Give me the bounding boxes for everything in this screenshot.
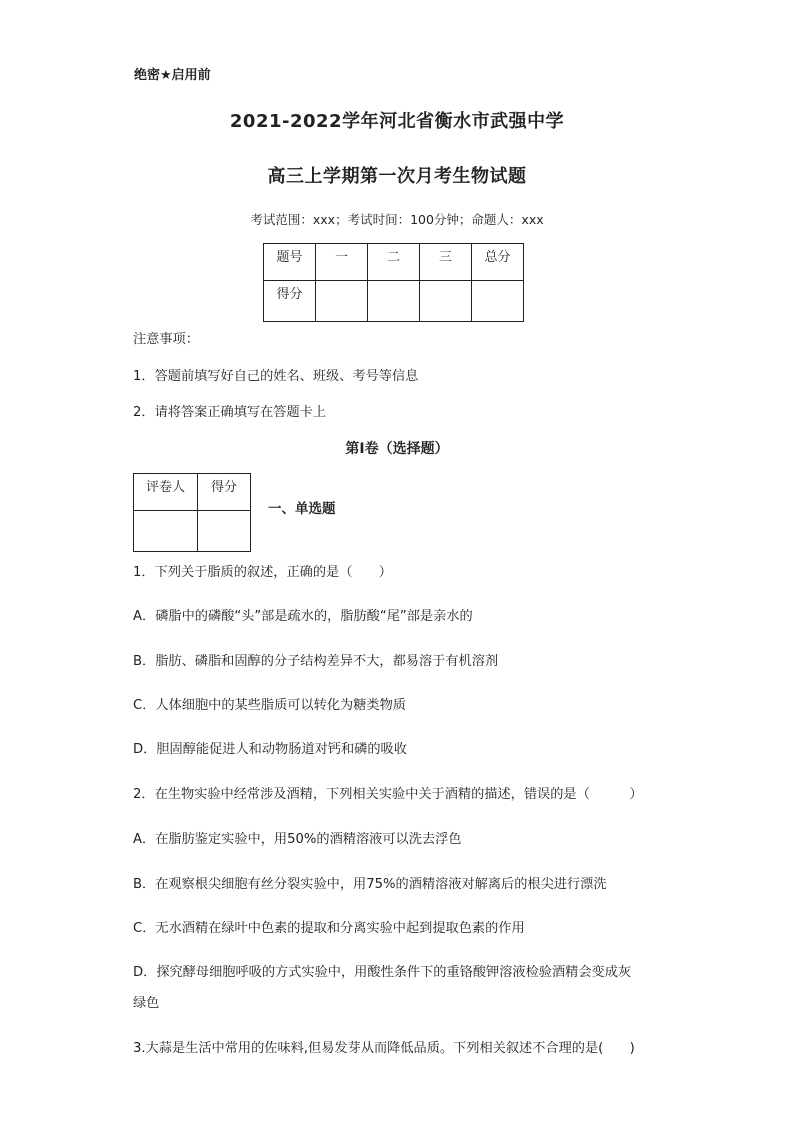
question-option: D．胆固醇能促进人和动物肠道对钙和磷的吸收 [133,742,407,757]
score-header-cell: 总分 [472,244,524,281]
notes-title: 注意事项： [133,332,199,347]
score-header-cell: 三 [420,244,472,281]
score-cell[interactable] [316,281,368,322]
exam-title-line2: 高三上学期第一次月考生物试题 [267,166,527,187]
question-stem: 1．下列关于脂质的叙述，正确的是（ ） [133,565,392,580]
exam-info: 考试范围：xxx；考试时间：100分钟；命题人：xxx [250,212,544,227]
score-header-cell: 题号 [264,244,316,281]
score-row-label: 得分 [264,281,316,322]
grader-header-cell: 评卷人 [134,474,198,511]
grader-table [133,473,251,552]
grader-header-row [134,474,251,511]
question-option-continued: 绿色 [133,996,160,1011]
note-item: 2．请将答案正确填写在答题卡上 [133,405,327,420]
question-stem: 3.大蒜是生活中常用的佐味料,但易发芽从而降低品质。下列相关叙述不合理的是( ) [133,1041,635,1056]
grader-cell[interactable] [134,511,198,552]
note-item: 1．答题前填写好自己的姓名、班级、考号等信息 [133,369,419,384]
score-table-score-row [264,281,524,322]
question-option: B．在观察根尖细胞有丝分裂实验中，用75%的酒精溶液对解离后的根尖进行漂洗 [133,877,607,892]
question-option: B．脂肪、磷脂和固醇的分子结构差异不大，都易溶于有机溶剂 [133,654,499,669]
score-cell[interactable] [420,281,472,322]
question-option: A．在脂肪鉴定实验中，用50%的酒精溶液可以洗去浮色 [133,832,462,847]
grader-header-cell: 得分 [198,474,251,511]
score-header-cell: 二 [368,244,420,281]
grader-cell[interactable] [198,511,251,552]
exam-title-line1: 2021-2022学年河北省衡水市武强中学 [229,111,565,132]
question-option: A．磷脂中的磷酸“头”部是疏水的，脂肪酸“尾”部是亲水的 [133,609,473,624]
grader-input-row [134,511,251,552]
question-option: C．人体细胞中的某些脂质可以转化为糖类物质 [133,698,406,713]
question-stem: 2．在生物实验中经常涉及酒精，下列相关实验中关于酒精的描述，错误的是（ ） [133,787,643,802]
section-title: 第I卷（选择题） [345,441,449,457]
score-header-cell: 一 [316,244,368,281]
score-cell[interactable] [368,281,420,322]
secret-mark: 绝密★启用前 [134,68,211,83]
score-table-header-row [264,244,524,281]
question-option: D．探究酵母细胞呼吸的方式实验中，用酸性条件下的重铬酸钾溶液检验酒精会变成灰 [133,965,632,980]
score-table [263,243,524,322]
part-title: 一、单选题 [268,501,336,517]
question-option: C．无水酒精在绿叶中色素的提取和分离实验中起到提取色素的作用 [133,921,525,936]
score-cell[interactable] [472,281,524,322]
